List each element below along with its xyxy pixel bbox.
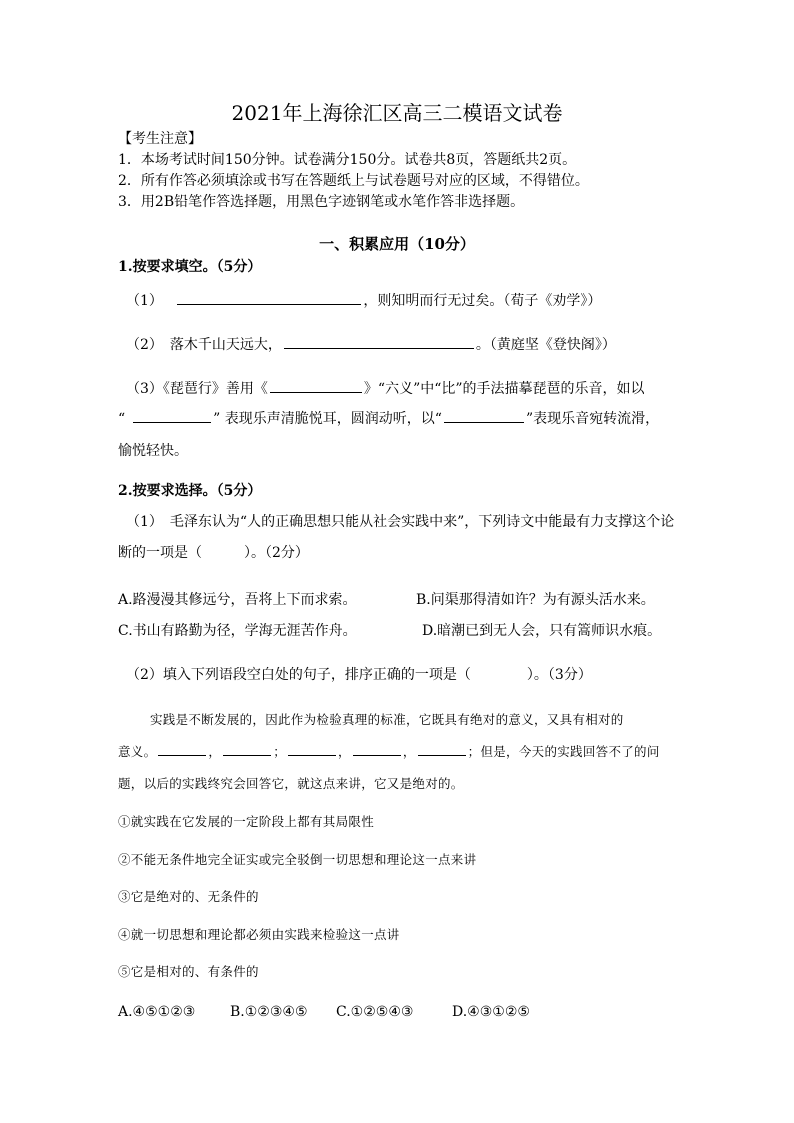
- q1-item-1-text: ，则知明而行无过矣。（荀子《劝学》）: [363, 293, 602, 309]
- q2-sub1-stem-line-2: 断的一项是（ ）。（2分）: [118, 545, 309, 561]
- q2-sub2-option-b[interactable]: B.①②③④⑤: [230, 1004, 308, 1020]
- blank-line[interactable]: [418, 743, 466, 756]
- q1-item-3-text-d: ” 表现乐声清脆悦耳，圆润动听，以“: [213, 411, 442, 427]
- sentence-1: ①就实践在它发展的一定阶段上都有其局限性: [118, 814, 375, 829]
- section-heading: 一、积累应用（10分）: [319, 235, 475, 253]
- q2-sub1-option-a[interactable]: A.路漫漫其修远兮，吾将上下而求索。: [118, 592, 357, 608]
- q2-sub1-stem-line-1: （1） 毛泽东认为“人的正确思想只能从社会实践中来”，下列诗文中能最有力支撑这个论: [126, 514, 675, 530]
- q2-sub2-stem: （2）填入下列语段空白处的句子，排序正确的一项是（ ）。（3分）: [126, 667, 592, 683]
- q2-sub1-option-b[interactable]: B.问渠那得清如许？为有源头活水来。: [416, 592, 655, 608]
- q2-heading: 2.按要求选择。（5分）: [118, 483, 262, 499]
- sentence-4: ④就一切思想和理论都必须由实践来检验这一点讲: [118, 927, 400, 942]
- q1-item-3-text-e: ”表现乐音宛转流滑，: [525, 411, 660, 427]
- blank-line[interactable]: [444, 410, 524, 423]
- blank-line[interactable]: [270, 380, 362, 393]
- page-title: 2021年上海徐汇区高三二模语文试卷: [231, 101, 563, 125]
- q2-sub2-option-d[interactable]: D.④③①②⑤: [452, 1004, 530, 1020]
- blank-line[interactable]: [177, 292, 361, 305]
- blank-line[interactable]: [353, 743, 401, 756]
- blank-line[interactable]: [284, 336, 474, 349]
- blank-line[interactable]: [223, 743, 271, 756]
- q1-item-3-text-b: 》“六义”中“比”的手法描摹琵琶的乐音，如以: [363, 381, 645, 397]
- q1-item-2-text-after: 。（黄庭坚《登快阁》）: [475, 337, 616, 353]
- blank-line[interactable]: [158, 743, 206, 756]
- q1-item-1: [126, 292, 601, 310]
- q2-sub1-option-d[interactable]: D.暗潮已到无人会，只有篙师识水痕。: [422, 623, 662, 639]
- q2-sub2-option-a[interactable]: A.④⑤①②③: [118, 1004, 196, 1020]
- blank-line[interactable]: [288, 743, 336, 756]
- q1-item-2: [126, 336, 616, 354]
- q1-heading: 1.按要求填空。（5分）: [118, 259, 262, 275]
- q2-sub2-option-c[interactable]: C.①②⑤④③: [336, 1004, 414, 1020]
- q1-item-3-text-c: “: [118, 411, 126, 427]
- notice-item-2: 2．所有作答必须填涂或书写在答题纸上与试卷题号对应的区域，不得错位。: [118, 173, 589, 189]
- passage-text-b: ；但是，今天的实践回答不了的问: [467, 744, 660, 759]
- q2-sub1-option-c[interactable]: C.书山有路勤为径，学海无涯苦作舟。: [118, 623, 357, 639]
- blank-line[interactable]: [133, 410, 211, 423]
- notice-heading: 【考生注意】: [118, 131, 202, 147]
- q1-item-2-text-before: （2） 落木千山天远大，: [126, 337, 282, 353]
- q1-item-3-text-a: （3）《琵琶行》善用《: [126, 381, 268, 397]
- passage-text-a: 意义。: [118, 744, 157, 759]
- notice-item-1: 1．本场考试时间150分钟。试卷满分150分。试卷共8页，答题纸共2页。: [118, 152, 577, 168]
- passage-line-2: 意义。 ， ； ， ， ；但是，今天的实践回答不了的问: [118, 744, 660, 759]
- q1-item-3-line-1: [126, 380, 645, 398]
- passage-line-1: 实践是不断发展的，因此作为检验真理的标准，它既具有绝对的意义，又具有相对的: [150, 712, 624, 727]
- sentence-2: ②不能无条件地完全证实或完全驳倒一切思想和理论这一点来讲: [118, 852, 477, 867]
- notice-item-3: 3．用2B铅笔作答选择题，用黑色字迹钢笔或水笔作答非选择题。: [118, 194, 525, 210]
- passage-line-3: 题，以后的实践终究会回答它，就这点来讲，它又是绝对的。: [118, 776, 464, 791]
- q1-item-1-number: （1）: [126, 293, 163, 309]
- q1-item-3-line-3: 愉悦轻快。: [118, 443, 188, 459]
- sentence-5: ⑤它是相对的、有条件的: [118, 964, 259, 979]
- q1-item-3-line-2: [118, 410, 659, 428]
- sentence-3: ③它是绝对的、无条件的: [118, 889, 259, 904]
